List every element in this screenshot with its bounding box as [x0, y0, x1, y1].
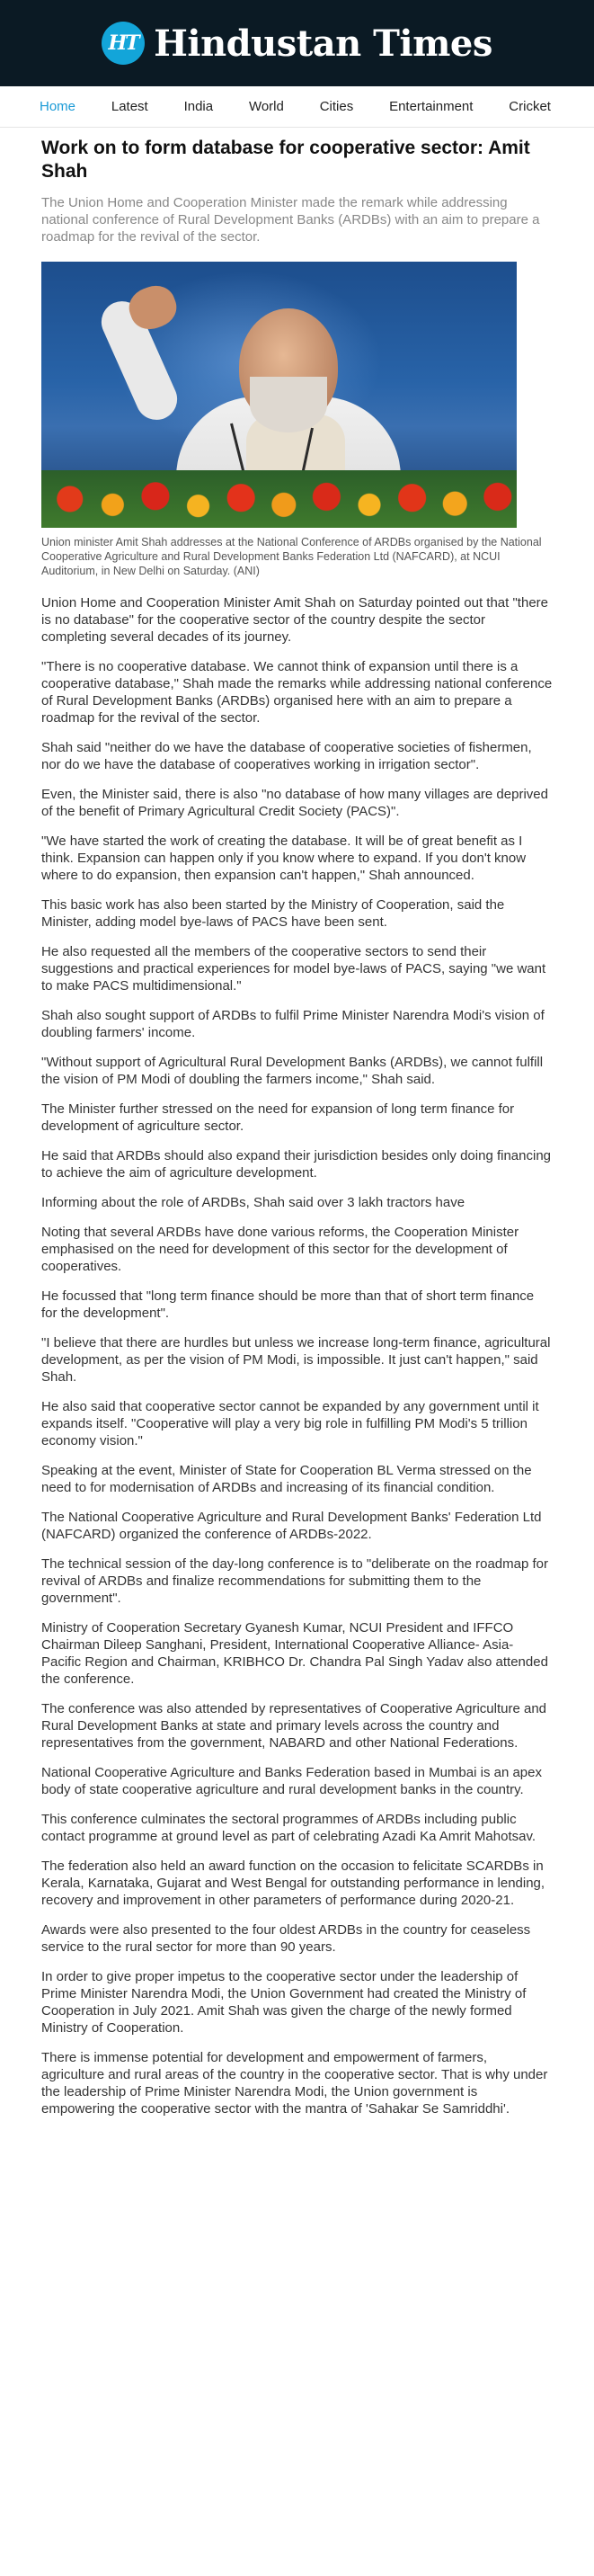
article-paragraph: He said that ARDBs should also expand their jurisdiction besides only doing financing to achieve the aim of agriculture development. [41, 1148, 552, 1181]
masthead [0, 0, 594, 86]
photo-caption: Union minister Amit Shah addresses at the National Conference of ARDBs organised by the National Cooperative Agriculture and Rural Development Banks Federation Ltd (NAFCARD), at NCUI Auditorium, in New Delhi on Saturday. (ANI) [41, 536, 542, 577]
site-name: Hindustan Times [154, 22, 492, 65]
article-paragraph: Noting that several ARDBs have done various reforms, the Cooperation Minister emphasised on the need for development of this sector for the development of cooperatives. [41, 1225, 519, 1274]
article-paragraph: Even, the Minister said, there is also "no database of how many villages are deprived of the benefit of Primary Agricultural Credit Society (PACS)". [41, 787, 548, 819]
site-logo[interactable] [102, 22, 492, 65]
article-paragraph: In order to give proper impetus to the cooperative sector under the leadership of Prime Minister Narendra Modi, the Union Government had created the Ministry of Cooperation in July 2021. Amit Shah was given the charge of the newly formed Ministry of Cooperation. [41, 1969, 527, 2036]
article-paragraph: "We have started the work of creating the database. It will be of great benefit as I think. Expansion can happen only if you know where to expand. If you don't know where to do expansion, then expansion can't happen," Shah announced. [41, 833, 527, 883]
article-paragraph: "I believe that there are hurdles but unless we increase long-term finance, agricultural development, as per the vision of PM Modi, is impossible. It just can't happen," said Shah. [41, 1335, 551, 1385]
article-headline: Work on to form database for cooperative sector: Amit Shah [41, 138, 530, 182]
article-paragraph: This conference culminates the sectoral programmes of ARDBs including public contact programme at ground level as part of celebrating Azadi Ka Amrit Mahotsav. [41, 1812, 536, 1844]
article [0, 137, 594, 2117]
nav-item-entertainment[interactable]: Entertainment [389, 99, 474, 114]
article-paragraph: Shah also sought support of ARDBs to fulfil Prime Minister Narendra Modi's vision of doubling farmers' income. [41, 1008, 545, 1040]
article-paragraph: This basic work has also been started by the Ministry of Cooperation, said the Minister, adding model bye-laws of PACS have been sent. [41, 897, 505, 930]
article-paragraph: He also requested all the members of the cooperative sectors to send their suggestions and practical experiences for model bye-laws of PACS, saying "we want to make PACS multidimensional." [41, 944, 546, 994]
article-paragraph: He also said that cooperative sector cannot be expanded by any government until it expands itself. "Cooperative will play a very big role in fulfilling PM Modi's 5 trillion economy vision." [41, 1399, 539, 1448]
flower-decoration [41, 470, 517, 528]
article-paragraph: The Minister further stressed on the need for expansion of long term finance for development of agriculture sector. [41, 1101, 515, 1134]
nav-item-latest[interactable]: Latest [111, 99, 148, 114]
article-paragraph: "Without support of Agricultural Rural Development Banks (ARDBs), we cannot fulfill the vision of PM Modi of doubling the farmers income," Shah said. [41, 1055, 544, 1087]
nav-item-world[interactable]: World [248, 99, 284, 114]
article-summary: The Union Home and Cooperation Minister made the remark while addressing national conference of Rural Development Banks (ARDBs) with an aim to prepare a roadmap for the revival of the sector. [41, 195, 540, 245]
section-nav [0, 86, 594, 128]
article-paragraph: Informing about the role of ARDBs, Shah said over 3 lakh tractors have [41, 1195, 465, 1210]
article-paragraph: Awards were also presented to the four oldest ARDBs in the country for ceaseless service to the rural sector for more than 90 years. [41, 1922, 531, 1955]
article-paragraph: Union Home and Cooperation Minister Amit Shah on Saturday pointed out that "there is no database" for the cooperative sector of the country despite the sector completing several decades of its journey. [41, 595, 548, 645]
article-body [41, 594, 553, 2117]
article-paragraph: The conference was also attended by representatives of Cooperative Agriculture and Rural Development Banks at state and primary levels across the country and representatives from the government, NABARD and other National Federations. [41, 1701, 547, 1751]
nav-item-cities[interactable]: Cities [319, 99, 354, 114]
nav-item-india[interactable]: India [183, 99, 214, 114]
article-paragraph: National Cooperative Agriculture and Banks Federation based in Mumbai is an apex body of state cooperative agriculture and rural development banks in the country. [41, 1765, 542, 1797]
article-paragraph: The National Cooperative Agriculture and Rural Development Banks' Federation Ltd (NAFCARD) organized the conference of ARDBs-2022. [41, 1510, 542, 1542]
article-paragraph: He focussed that "long term finance should be more than that of short term finance for the development". [41, 1288, 535, 1321]
article-paragraph: "There is no cooperative database. We cannot think of expansion until there is a cooperative database," Shah made the remarks while addressing national conference of Rural Development Banks (ARDBs) organised here with an aim to prepare a roadmap for the revival of the sector. [41, 659, 553, 726]
article-paragraph: Shah said "neither do we have the database of cooperative societies of fishermen, nor do we have the database of cooperatives working in irrigation sector". [41, 740, 532, 772]
ht-logo-badge: HT [102, 22, 145, 65]
nav-item-cricket[interactable]: Cricket [509, 99, 551, 114]
hero-figure [41, 262, 553, 578]
article-paragraph: The federation also held an award function on the occasion to felicitate SCARDBs in Kerala, Karnataka, Gujarat and West Bengal for outstanding performance in lending, recovery and improvement in other parameters of performance during 2020-21. [41, 1858, 545, 1908]
hero-photo[interactable] [41, 262, 517, 528]
article-paragraph: The technical session of the day-long conference is to "deliberate on the roadmap for revival of ARDBs and finalize recommendations for submitting them to the government". [41, 1556, 548, 1606]
article-paragraph: Ministry of Cooperation Secretary Gyanesh Kumar, NCUI President and IFFCO Chairman Dileep Sanghani, President, International Cooperative Alliance- Asia-Pacific Region and Chairman, KRIBHCO Dr. Chandra Pal Singh Yadav also attended the conference. [41, 1620, 548, 1687]
speaker-beard [250, 377, 327, 432]
nav-item-home[interactable]: Home [40, 99, 76, 114]
article-paragraph: Speaking at the event, Minister of State for Cooperation BL Verma stressed on the need to for modernisation of ARDBs and increasing of its financial condition. [41, 1463, 532, 1495]
article-paragraph: There is immense potential for development and empowerment of farmers, agriculture and rural areas of the country in the cooperative sector. That is why under the leadership of Prime Minister Narendra Modi, the Union government is empowering the cooperative sector with the mantra of 'Sahakar Se Samriddhi'. [41, 2050, 548, 2117]
